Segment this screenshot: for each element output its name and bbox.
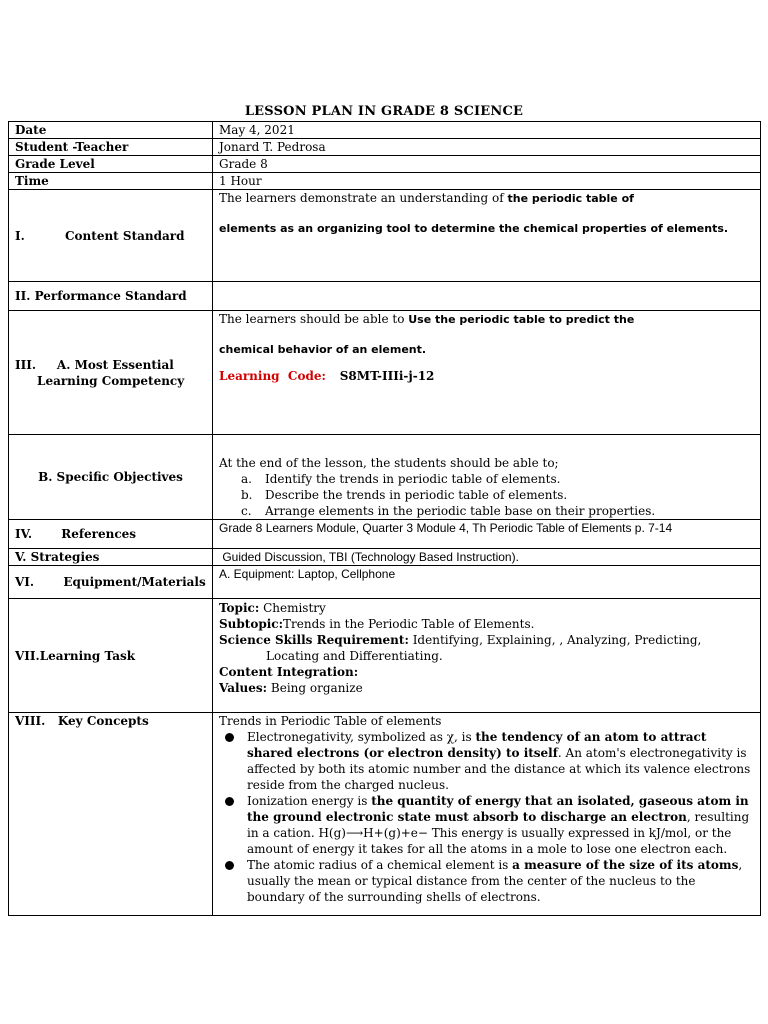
equipment-value: A. Equipment: Laptop, Cellphone (213, 566, 761, 599)
time-label: Time (9, 173, 213, 190)
table-row (9, 311, 761, 435)
concept-text-bold: the tendency of an atom to attract shared electrons (or electron density) to itself (247, 730, 707, 760)
table-row (9, 520, 761, 549)
list-item (241, 471, 754, 487)
table-row (9, 282, 761, 311)
key-concepts-list (219, 729, 754, 905)
melc-text-bold: Use the periodic table to predict the (408, 313, 635, 326)
objectives-cell (213, 435, 761, 520)
melc-label (9, 311, 213, 435)
table-row (9, 190, 761, 282)
subtopic-label: Subtopic: (219, 617, 284, 631)
melc-text-cont: chemical behavior of an element. (219, 343, 427, 356)
content-standard-label (9, 190, 213, 282)
list-item (219, 793, 754, 857)
melc-label-line2: Learning Competency (37, 373, 185, 388)
grade-level-label: Grade Level (9, 156, 213, 173)
page-title: LESSON PLAN IN GRADE 8 SCIENCE (244, 104, 524, 119)
content-standard-text-cont: elements as an organizing tool to determine the chemical properties of elements. (219, 222, 729, 235)
learning-code-label: Learning Code: (219, 369, 326, 383)
learning-task-label: VII.Learning Task (9, 599, 213, 713)
objectives-intro: At the end of the lesson, the students should be able to; (219, 456, 559, 470)
objective-text: Arrange elements in the periodic table base on their properties. (265, 504, 656, 518)
table-row (9, 139, 761, 156)
key-concepts-heading: Trends in Periodic Table of elements (219, 714, 442, 728)
equipment-label: VI. Equipment/Materials (9, 566, 213, 599)
subtopic-value: Trends in the Periodic Table of Elements. (283, 617, 535, 631)
date-value: May 4, 2021 (213, 122, 761, 139)
concept-text: Ionization energy is (247, 794, 372, 808)
values-label: Values: (219, 681, 268, 695)
list-item (219, 729, 754, 793)
references-label: IV. References (9, 520, 213, 549)
topic-value: Chemistry (259, 601, 326, 615)
student-teacher-label: Student -Teacher (9, 139, 213, 156)
content-standard-num: I. (15, 228, 25, 243)
table-row (9, 566, 761, 599)
date-label: Date (9, 122, 213, 139)
key-concepts-label: VIII. Key Concepts (9, 713, 213, 916)
table-row (9, 156, 761, 173)
objective-text: Describe the trends in periodic table of elements. (265, 488, 568, 502)
bullet-icon (225, 797, 234, 806)
performance-standard-value (213, 282, 761, 311)
content-standard-text: The learners demonstrate an understanding of (219, 191, 508, 205)
melc-text: The learners should be able to (219, 312, 409, 326)
list-marker: c. (241, 504, 252, 518)
objectives-list (219, 471, 754, 519)
table-row (9, 173, 761, 190)
concept-text: , resulting in a cation. H(g)⟶H+(g)+e− This energy is usually expressed in kJ/mol, or the amount of energy it takes for all the atoms in a mole to lose one electron each. (247, 810, 750, 856)
learning-task-cell (213, 599, 761, 713)
time-value: 1 Hour (213, 173, 761, 190)
performance-standard-label: II. Performance Standard (9, 282, 213, 311)
concept-text-bold: a measure of the size of its atoms (512, 858, 739, 872)
table-row (9, 435, 761, 520)
list-item (241, 487, 754, 503)
melc-label-line1: III. A. Most Essential (15, 357, 174, 372)
topic-label: Topic: (219, 601, 260, 615)
concept-text: . An atom's electronegativity is affected by both its atomic number and the distance at which its valence electrons reside from the charged nucleus. (247, 746, 751, 792)
concept-text: The atomic radius of a chemical element is (247, 858, 513, 872)
skills-value-cont: Locating and Differentiating. (266, 649, 443, 663)
objective-text: Identify the trends in periodic table of elements. (265, 472, 561, 486)
student-teacher-value: Jonard T. Pedrosa (213, 139, 761, 156)
strategies-label: V. Strategies (9, 549, 213, 566)
grade-level-value: Grade 8 (213, 156, 761, 173)
concept-text-bold: the quantity of energy that an isolated, gaseous atom in the ground electronic state must absorb to discharge an electron (247, 794, 749, 824)
references-value: Grade 8 Learners Module, Quarter 3 Module 4, Th Periodic Table of Elements p. 7-14 (213, 520, 761, 549)
list-item (241, 503, 754, 519)
content-standard-cell (213, 190, 761, 282)
content-standard-text-bold: the periodic table of (507, 192, 634, 205)
table-row (9, 713, 761, 916)
table-row (9, 122, 761, 139)
concept-text: Electronegativity, symbolized as χ, is (247, 730, 476, 744)
list-marker: b. (241, 488, 253, 502)
values-value: Being organize (267, 681, 363, 695)
skills-label: Science Skills Requirement: (219, 633, 409, 647)
concept-text: , usually the mean or typical distance from the center of the nucleus to the boundary of the surrounding shells of electrons. (247, 858, 743, 904)
objectives-label: B. Specific Objectives (9, 435, 213, 520)
melc-cell (213, 311, 761, 435)
skills-value: Identifying, Explaining, , Analyzing, Predicting, (408, 633, 702, 647)
table-row (9, 549, 761, 566)
list-marker: a. (241, 472, 252, 486)
key-concepts-cell (213, 713, 761, 916)
list-item (219, 857, 754, 905)
lesson-plan-table (8, 121, 761, 916)
bullet-icon (225, 733, 234, 742)
strategies-value: Guided Discussion, TBI (Technology Based Instruction). (213, 549, 761, 566)
bullet-icon (225, 861, 234, 870)
table-row (9, 599, 761, 713)
learning-code-value: S8MT-IIIi-j-12 (339, 369, 435, 383)
content-integration-label: Content Integration: (219, 665, 359, 679)
content-standard-title: Content Standard (65, 228, 185, 243)
